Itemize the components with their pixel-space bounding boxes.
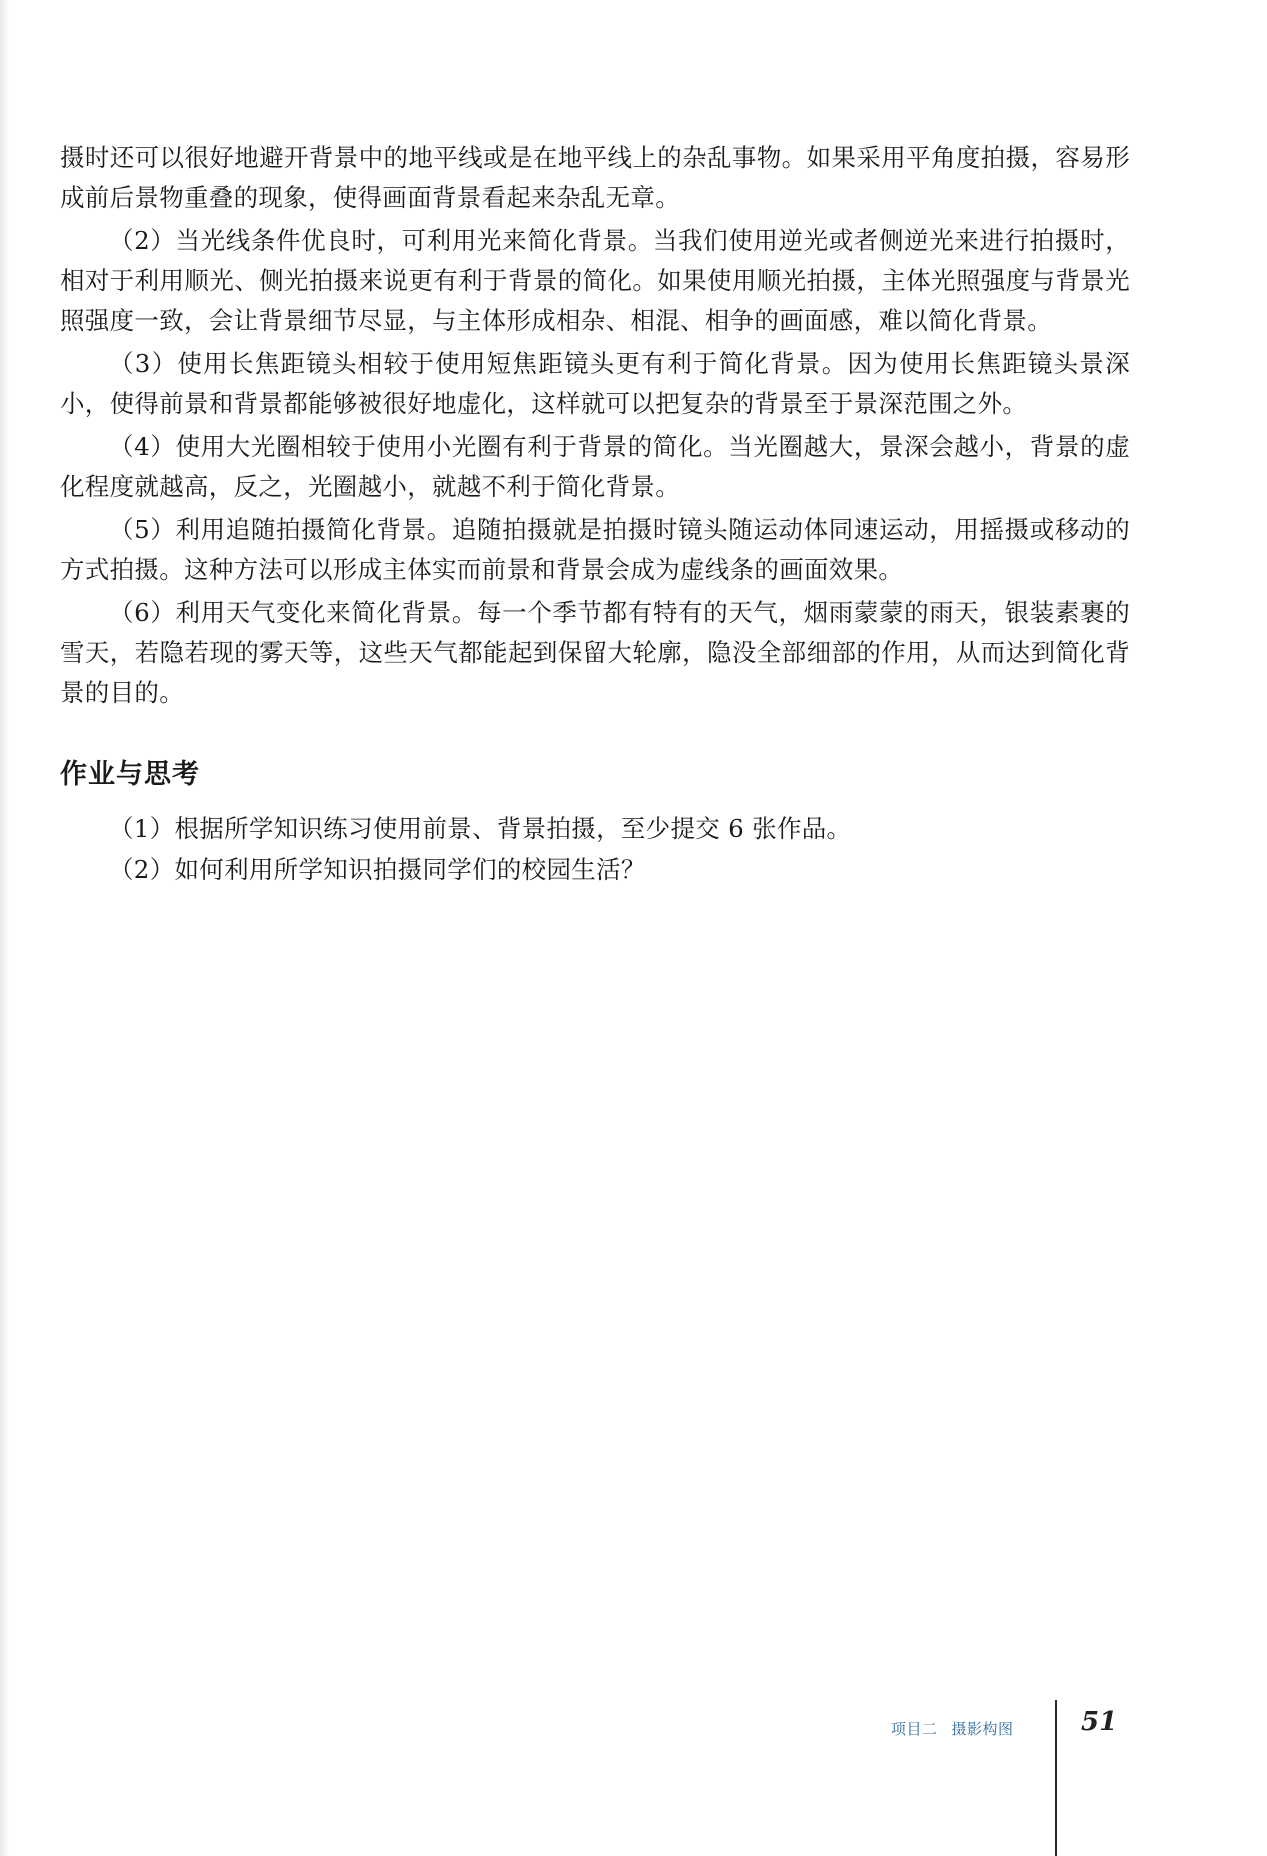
paragraph-telephoto: （3）使用长焦距镜头相较于使用短焦距镜头更有利于简化背景。因为使用长焦距镜头景深小，使得前景和背景都能够被很好地虚化，这样就可以把复杂的背景至于景深范围之外。 <box>60 349 1130 418</box>
body-text <box>60 138 1130 716</box>
paragraph-weather: （6）利用天气变化来简化背景。每一个季节都有特有的天气，烟雨蒙蒙的雨天，银装素裹的雪天，若隐若现的雾天等，这些天气都能起到保留大轮廓，隐没全部细部的作用，从而达到简化背景的目的。 <box>60 598 1130 707</box>
homework-item: （2）如何利用所学知识拍摄同学们的校园生活？ <box>109 855 646 884</box>
page-edge-shadow <box>0 0 10 1856</box>
paragraph-aperture: （4）使用大光圈相较于使用小光圈有利于背景的简化。当光圈越大，景深会越小，背景的虚化程度就越高，反之，光圈越小，就越不利于简化背景。 <box>60 432 1130 501</box>
paragraph-panning: （5）利用追随拍摄简化背景。追随拍摄就是拍摄时镜头随运动体同速运动，用摇摄或移动的方式拍摄。这种方法可以形成主体实而前景和背景会成为虚线条的画面效果。 <box>60 515 1130 584</box>
footer-chapter-label <box>891 1718 1014 1739</box>
homework-list <box>109 808 1109 890</box>
page-number: 51 <box>1081 1707 1118 1737</box>
homework-heading: 作业与思考 <box>60 759 200 790</box>
paragraph-light: （2）当光线条件优良时，可利用光来简化背景。当我们使用逆光或者侧逆光来进行拍摄时，相对于利用顺光、侧光拍摄来说更有利于背景的简化。如果使用顺光拍摄，主体光照强度与背景光照强度一致，会让背景细节尽显，与主体形成相杂、相混、相争的画面感，难以简化背景。 <box>60 226 1130 335</box>
footer-divider <box>1055 1700 1057 1856</box>
homework-item: （1）根据所学知识练习使用前景、背景拍摄，至少提交 6 张作品。 <box>109 814 852 843</box>
paragraph-continued: 摄时还可以很好地避开背景中的地平线或是在地平线上的杂乱事物。如果采用平角度拍摄，容易形成前后景物重叠的现象，使得画面背景看起来杂乱无章。 <box>60 143 1130 212</box>
footer-section: 项目二 <box>891 1720 938 1738</box>
footer-chapter: 摄影构图 <box>951 1720 1014 1738</box>
